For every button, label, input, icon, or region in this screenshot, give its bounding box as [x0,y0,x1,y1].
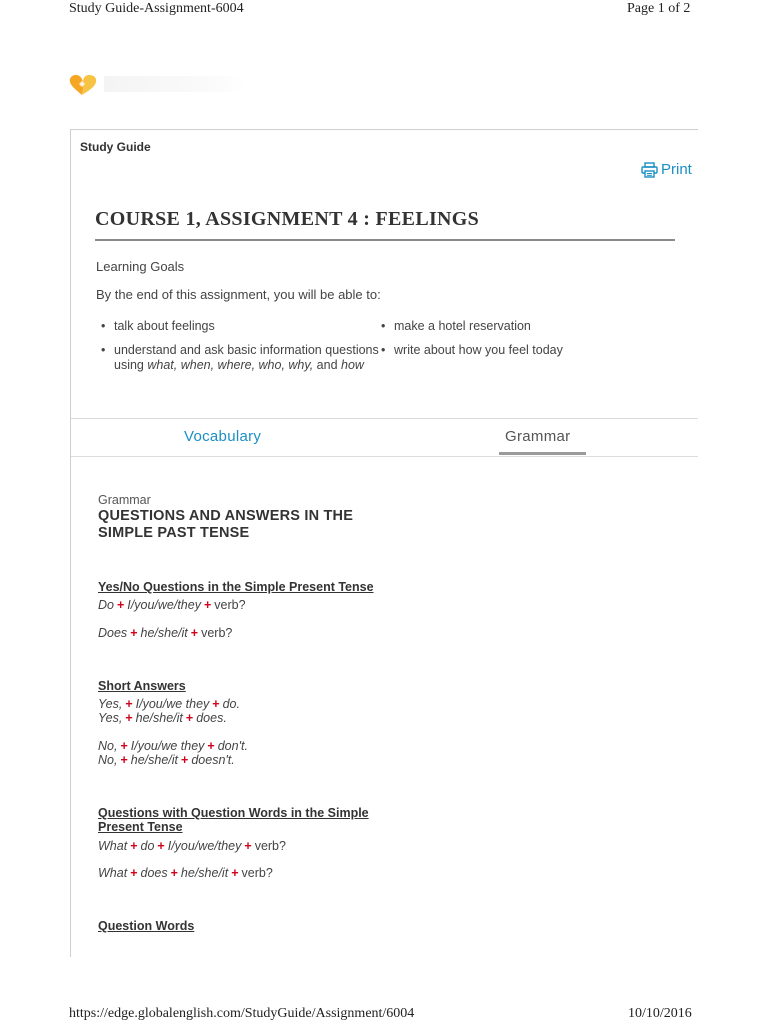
formula-line [98,711,227,725]
tab-vocabulary[interactable]: Vocabulary [184,428,262,445]
logo-wordmark-faded [104,76,246,92]
bullet: • [101,319,106,333]
learning-goals-label: Learning Goals [96,259,185,274]
study-guide-label: Study Guide [80,140,151,154]
formula-part: I/you/we/they [167,839,242,853]
learning-goal-question-words: what, when, where, who, why, [147,357,314,372]
formula-part: No, [98,753,118,767]
plus-sign: + [130,839,138,853]
plus-sign: + [207,739,215,753]
course-title: COURSE 1, ASSIGNMENT 4 : FEELINGS [95,208,480,230]
learning-goal-item [101,319,394,334]
formula-part: Yes, [98,711,123,725]
plus-sign: + [130,866,138,880]
formula-part: he/she/it [140,626,188,640]
plus-sign: + [203,598,212,612]
formula-part: Does [98,626,128,640]
bullet: • [381,343,386,357]
tabs-top-border [71,418,698,419]
plus-sign: + [181,753,189,767]
subheading-question-words: Question Words [98,919,195,933]
plus-sign: + [116,598,125,612]
print-header-page-number: Page 1 of 2 [627,1,691,16]
content-frame-top-border [70,129,698,130]
learning-goal-item [101,343,396,372]
plus-sign: + [157,839,165,853]
subheading-short-answers: Short Answers [98,679,186,693]
formula-part: verb? [214,598,246,612]
print-header-title: Study Guide-Assignment-6004 [69,1,244,16]
formula-part: What [98,839,128,853]
formula-part: verb? [241,866,273,880]
learning-goal-item [381,343,674,358]
subheading-yes-no-questions: Yes/No Questions in the Simple Present Tense [98,580,374,594]
formula-part: he/she/it [135,711,183,725]
plus-sign: + [190,626,199,640]
formula-part: I/you/we they [130,739,205,753]
learning-goal-text: understand and ask basic information questions using [114,343,379,372]
section-title: QUESTIONS AND ANSWERS IN THE SIMPLE PAST TENSE [98,508,354,541]
plus-sign: + [130,626,138,640]
formula-part: verb? [201,626,233,640]
plus-sign: + [120,739,128,753]
plus-sign: + [185,711,194,725]
formula-part: do [140,839,155,853]
formula-part: verb? [254,839,286,853]
learning-goals-intro: By the end of this assignment, you will be able to: [96,287,381,302]
formula-part: does. [196,711,227,725]
formula-part: does [140,866,168,880]
formula-part: he/she/it [180,866,229,880]
plus-sign: + [212,697,220,711]
formula-line [98,598,246,612]
bullet: • [381,319,386,333]
formula-line [98,839,286,853]
formula-line [98,866,273,880]
formula-line [98,697,240,711]
learning-goal-text: make a hotel reservation [394,319,531,333]
formula-part: doesn't. [191,753,235,767]
formula-part: he/she/it [130,753,179,767]
print-footer-date: 10/10/2016 [628,1006,692,1021]
formula-part: I/you/we/they [127,598,201,612]
plus-sign: + [120,753,128,767]
plus-sign: + [125,711,133,725]
formula-line [98,626,232,640]
bullet: • [101,343,106,357]
formula-part: Yes, [98,697,123,711]
subheading-question-words-questions: Questions with Question Words in the Simple Present Tense [98,806,369,834]
plus-sign: + [170,866,178,880]
formula-part: don't. [217,739,248,753]
formula-part: No, [98,739,118,753]
formula-part: do. [222,697,240,711]
tabs-bottom-border [71,456,698,457]
content-frame-left-border [70,129,71,957]
formula-part: Do [98,598,114,612]
plus-sign: + [231,866,239,880]
formula-line [98,739,248,753]
print-button[interactable] [641,161,692,178]
learning-goal-question-word-how: how [341,357,364,372]
title-divider [95,239,675,241]
tab-grammar[interactable]: Grammar [505,428,571,445]
section-label: Grammar [98,493,151,507]
learning-goal-text: write about how you feel today [394,343,563,357]
printer-icon [641,162,658,178]
formula-part: I/you/we they [135,697,210,711]
active-tab-indicator [499,452,586,455]
print-footer-url: https://edge.globalenglish.com/StudyGuide/Assignment/6004 [69,1006,415,1021]
learning-goal-text: talk about feelings [114,319,215,333]
plus-sign: + [125,697,133,711]
learning-goal-item [381,319,674,334]
learning-goal-text-and: and [313,357,341,372]
orange-heart-logo-icon [68,72,100,98]
print-label: Print [661,161,692,178]
formula-line [98,753,235,767]
formula-part: What [98,866,128,880]
plus-sign: + [244,839,252,853]
